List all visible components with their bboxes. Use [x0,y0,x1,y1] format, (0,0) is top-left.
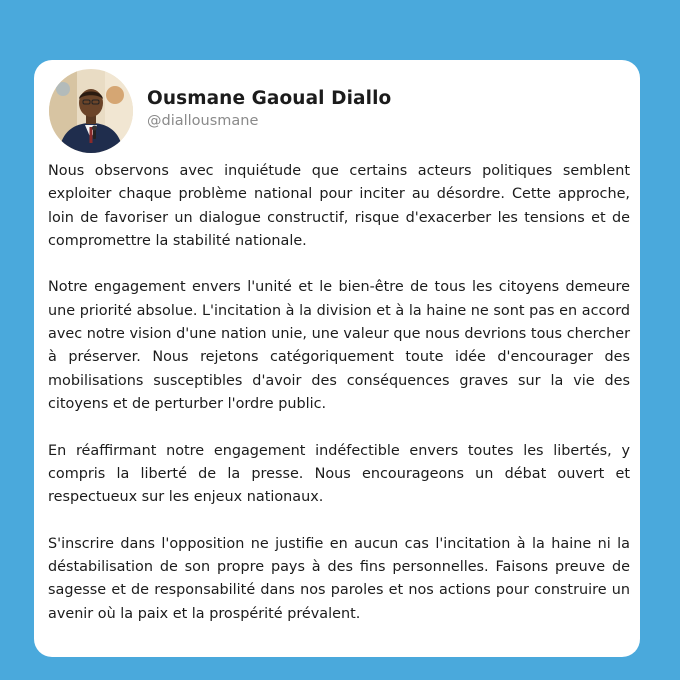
post-paragraph: En réaffirmant notre engagement indéfectible envers toutes les libertés, y compris la liberté de la presse. Nous encourageons un débat ouvert et respectueux sur les enjeux nationaux. [48,442,630,506]
avatar-photo-icon [49,69,133,153]
post-header [49,69,391,153]
author-name[interactable]: Ousmane Gaoual Diallo [147,87,392,109]
post-paragraph: Notre engagement envers l'unité et le bien-être de tous les citoyens demeure une priorité absolue. L'incitation à la division et à la haine ne sont pas en accord avec notre vision d'une nation unie, une valeur que nous devrions tous chercher à préserver. Nous rejetons catégoriquement toute idée d'encourager des mobilisations susceptibles d'avoir des conséquences graves sur la vie des citoyens et de perturber l'ordre public. [48,279,630,412]
post-card [34,60,640,657]
author-handle[interactable]: @diallousmane [147,112,259,129]
author-info [147,88,391,131]
post-paragraph: Nous observons avec inquiétude que certains acteurs politiques semblent exploiter chaque problème national pour inciter au désordre. Cette approche, loin de favoriser un dialogue constructif, risque d'exacerber les tensions et de compromettre la stabilité nationale. [48,163,630,249]
post-body [48,160,630,626]
post-paragraph: S'inscrire dans l'opposition ne justifie en aucun cas l'incitation à la haine ni la déstabilisation de son propre pays à des fins personnelles. Faisons preuve de sagesse et de responsabilité dans nos paroles et nos actions pour construire un avenir où la paix et la prospérité prévalent. [48,535,630,622]
avatar[interactable] [49,69,133,153]
